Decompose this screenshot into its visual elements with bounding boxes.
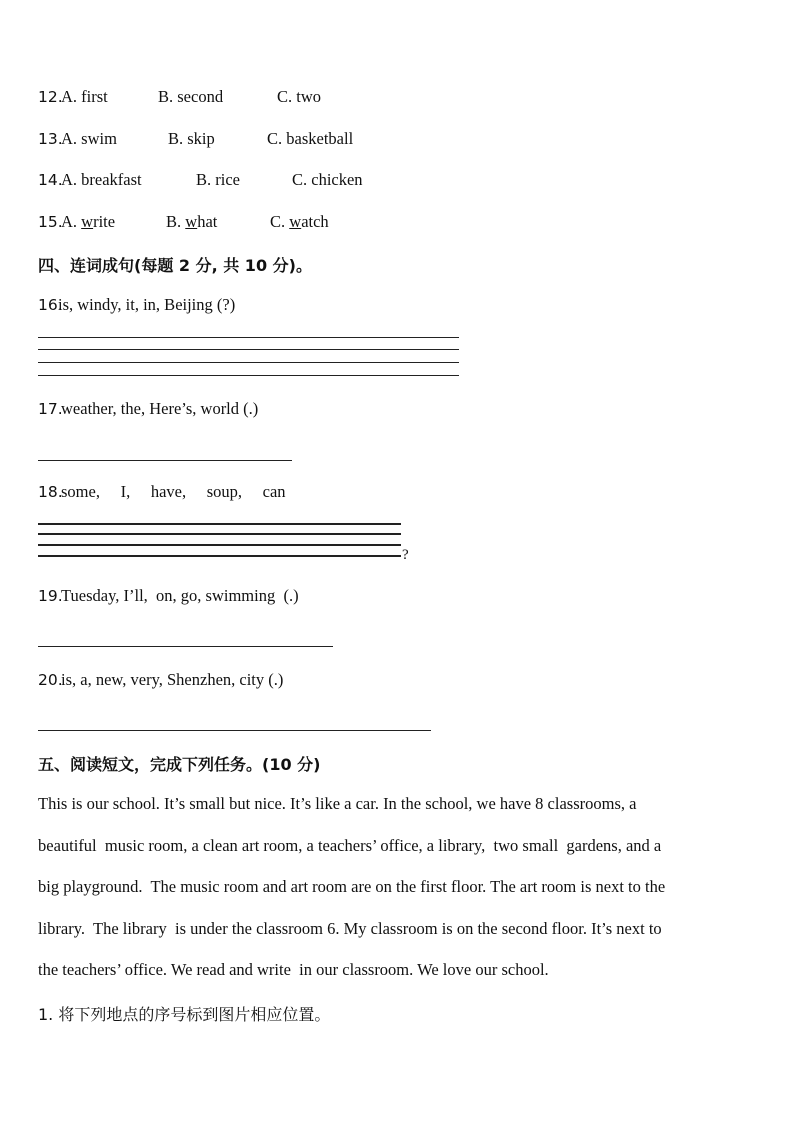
passage-line: This is our school. It’s small but nice. It’s like a car. In the school, we have 8 classrooms, a xyxy=(38,794,637,813)
question-number: 16. xyxy=(38,296,63,314)
answer-line xyxy=(38,523,401,525)
answer-line xyxy=(38,349,459,350)
question-number: 14. xyxy=(38,171,63,189)
task-1-instruction: 1. 将下列地点的序号标到图片相应位置。 xyxy=(38,1005,331,1024)
option-a: A. write xyxy=(61,212,116,231)
passage-line: library. The library is under the classroom 6. My classroom is on the second floor. It’s next to xyxy=(38,919,662,938)
answer-line xyxy=(38,544,401,546)
word-list: some, I, have, soup, can xyxy=(61,482,286,501)
word-list: Tuesday, I’ll, on, go, swimming (.) xyxy=(61,586,299,605)
answer-line xyxy=(38,555,401,557)
section-5-title: 五、阅读短文，完成下列任务。(10 分) xyxy=(38,755,321,774)
option-b: B. what xyxy=(166,212,218,231)
answer-line xyxy=(38,646,333,647)
question-number: 13. xyxy=(38,130,63,148)
underlined-letter: w xyxy=(81,212,94,231)
passage-line: the teachers’ office. We read and write in our classroom. We love our school. xyxy=(38,960,549,979)
underlined-letter: w xyxy=(289,212,302,231)
question-number: 20. xyxy=(38,671,63,689)
underlined-letter: w xyxy=(185,212,198,231)
question-number: 19. xyxy=(38,587,63,605)
option-b: B. rice xyxy=(196,170,240,189)
answer-line xyxy=(38,375,459,376)
question-mark: ? xyxy=(402,547,409,563)
question-number: 12. xyxy=(38,88,63,106)
section-4-title: 四、连词成句(每题 2 分, 共 10 分)。 xyxy=(38,256,312,275)
option-c: C. chicken xyxy=(292,170,363,189)
option-b: B. skip xyxy=(168,129,215,148)
question-number: 15. xyxy=(38,213,63,231)
option-a: A. breakfast xyxy=(61,170,142,189)
option-c: C. two xyxy=(277,87,322,106)
question-number: 17. xyxy=(38,400,63,418)
word-list: is, a, new, very, Shenzhen, city (.) xyxy=(61,670,284,689)
option-a: A. swim xyxy=(61,129,117,148)
option-c: C. watch xyxy=(270,212,329,231)
option-b: B. second xyxy=(158,87,224,106)
option-c: C. basketball xyxy=(267,129,354,148)
option-a: A. first xyxy=(61,87,108,106)
answer-line xyxy=(38,337,459,338)
passage-line: beautiful music room, a clean art room, a teachers’ office, a library, two small gardens, and a xyxy=(38,836,662,855)
word-list: is, windy, it, in, Beijing (?) xyxy=(58,295,236,314)
answer-line xyxy=(38,533,401,535)
answer-line xyxy=(38,362,459,363)
word-list: weather, the, Here’s, world (.) xyxy=(61,399,259,418)
question-number: 18. xyxy=(38,483,63,501)
answer-line xyxy=(38,460,292,461)
passage-line: big playground. The music room and art room are on the first floor. The art room is next to the xyxy=(38,877,666,896)
answer-line xyxy=(38,730,431,731)
